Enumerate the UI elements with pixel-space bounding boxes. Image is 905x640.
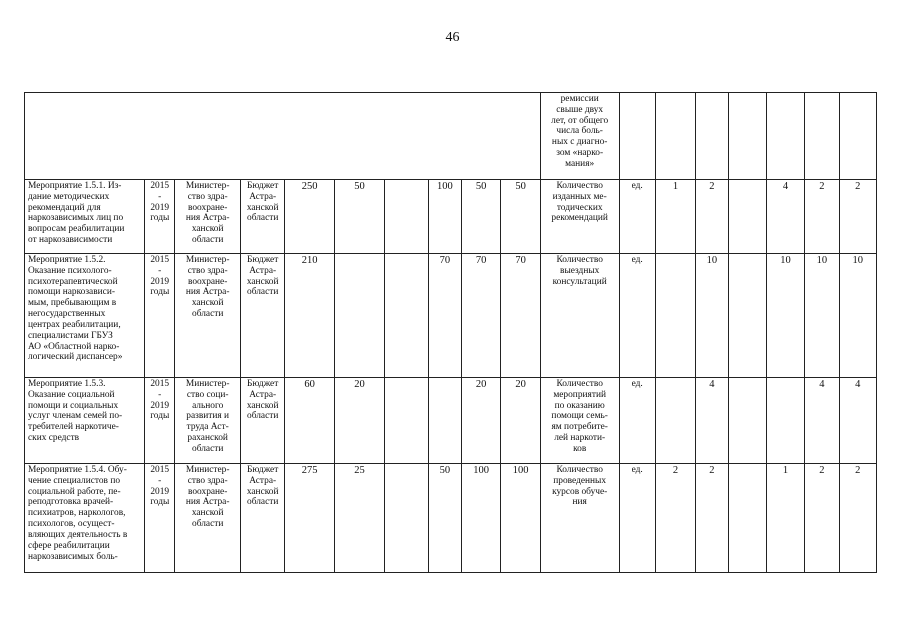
total-cell: 60 bbox=[285, 378, 334, 464]
indicator-value-3 bbox=[728, 254, 766, 378]
indicator-continuation: ремиссии свыше двух лет, от общего числа боль- ных с диагно- зом «нарко- мания» bbox=[540, 93, 619, 180]
indicator-value-1 bbox=[655, 254, 695, 378]
indicator-value-6: 4 bbox=[839, 378, 876, 464]
indicator-value-6: 10 bbox=[839, 254, 876, 378]
executor-cell: Министер- ство соци- ального развития и труда Аст- раханской области bbox=[175, 378, 241, 464]
table-row bbox=[25, 180, 877, 254]
indicator-value-5: 2 bbox=[805, 464, 839, 573]
period-cell: 2015 - 2019 годы bbox=[145, 180, 175, 254]
activity-cell: Мероприятие 1.5.4. Обу- чение специалистов по социальной работе, пе- реподготовка врачей- психиатров, наркологов, психологов, осущест- вляющих деятельность в сфере реабилитации наркозависимых боль- bbox=[25, 464, 145, 573]
table-row bbox=[25, 378, 877, 464]
indicator-value-3 bbox=[728, 378, 766, 464]
funding-source-cell: Бюджет Астра- ханской области bbox=[240, 254, 284, 378]
empty-cell bbox=[619, 93, 655, 180]
table-row bbox=[25, 464, 877, 573]
page-number: 46 bbox=[445, 30, 460, 45]
table-row bbox=[25, 254, 877, 378]
indicator-value-1 bbox=[655, 378, 695, 464]
year-2017-cell: 70 bbox=[428, 254, 461, 378]
indicator-cell: Количество проведенных курсов обуче- ния bbox=[540, 464, 619, 573]
indicator-cell: Количество выездных консультаций bbox=[540, 254, 619, 378]
indicator-value-2: 4 bbox=[696, 378, 728, 464]
indicator-value-3 bbox=[728, 180, 766, 254]
total-cell: 275 bbox=[285, 464, 334, 573]
indicator-value-5: 10 bbox=[805, 254, 839, 378]
empty-cell bbox=[805, 93, 839, 180]
indicator-cell: Количество мероприятий по оказанию помощи семь- ям потребите- лей наркоти- ков bbox=[540, 378, 619, 464]
indicator-cell: Количество изданных ме- тодических рекомендаций bbox=[540, 180, 619, 254]
funding-source-cell: Бюджет Астра- ханской области bbox=[240, 180, 284, 254]
year-2015-cell bbox=[334, 254, 384, 378]
year-2015-cell: 20 bbox=[334, 378, 384, 464]
year-2019-cell: 20 bbox=[501, 378, 540, 464]
year-2016-cell bbox=[385, 378, 428, 464]
empty-cell bbox=[766, 93, 804, 180]
activities-table bbox=[24, 92, 877, 573]
executor-cell: Министер- ство здра- воохране- ния Астра- ханской области bbox=[175, 254, 241, 378]
activity-cell: Мероприятие 1.5.1. Из- дание методических рекомендаций для наркозависимых лиц по вопросам реабилитации от наркозависимости bbox=[25, 180, 145, 254]
empty-cell bbox=[696, 93, 728, 180]
indicator-value-1: 1 bbox=[655, 180, 695, 254]
total-cell: 210 bbox=[285, 254, 334, 378]
year-2016-cell bbox=[385, 464, 428, 573]
funding-source-cell: Бюджет Астра- ханской области bbox=[240, 464, 284, 573]
unit-cell: ед. bbox=[619, 180, 655, 254]
year-2018-cell: 50 bbox=[461, 180, 500, 254]
indicator-value-3 bbox=[728, 464, 766, 573]
indicator-value-4: 4 bbox=[766, 180, 804, 254]
indicator-value-6: 2 bbox=[839, 180, 876, 254]
year-2018-cell: 20 bbox=[461, 378, 500, 464]
indicator-value-2: 2 bbox=[696, 464, 728, 573]
unit-cell: ед. bbox=[619, 254, 655, 378]
indicator-value-2: 10 bbox=[696, 254, 728, 378]
year-2017-cell: 100 bbox=[428, 180, 461, 254]
indicator-value-4: 1 bbox=[766, 464, 804, 573]
empty-cell bbox=[728, 93, 766, 180]
year-2018-cell: 70 bbox=[461, 254, 500, 378]
indicator-value-1: 2 bbox=[655, 464, 695, 573]
year-2015-cell: 50 bbox=[334, 180, 384, 254]
year-2015-cell: 25 bbox=[334, 464, 384, 573]
year-2019-cell: 50 bbox=[501, 180, 540, 254]
period-cell: 2015 - 2019 годы bbox=[145, 464, 175, 573]
period-cell: 2015 - 2019 годы bbox=[145, 254, 175, 378]
continuation-row bbox=[25, 93, 877, 180]
activity-cell: Мероприятие 1.5.2. Оказание психолого- психотерапевтической помощи наркозависи- мым, пребывающим в негосударственных центрах реабилитации, специалистами ГБУЗ АО «Областной нарко- логический диспансер» bbox=[25, 254, 145, 378]
year-2018-cell: 100 bbox=[461, 464, 500, 573]
activity-cell: Мероприятие 1.5.3. Оказание социальной помощи и социальных услуг членам семей по- требителей наркотиче- ских средств bbox=[25, 378, 145, 464]
year-2016-cell bbox=[385, 254, 428, 378]
indicator-value-4 bbox=[766, 378, 804, 464]
empty-cell bbox=[655, 93, 695, 180]
indicator-value-6: 2 bbox=[839, 464, 876, 573]
total-cell: 250 bbox=[285, 180, 334, 254]
indicator-value-4: 10 bbox=[766, 254, 804, 378]
year-2017-cell: 50 bbox=[428, 464, 461, 573]
unit-cell: ед. bbox=[619, 378, 655, 464]
empty-cell bbox=[25, 93, 541, 180]
executor-cell: Министер- ство здра- воохране- ния Астра- ханской области bbox=[175, 180, 241, 254]
indicator-value-5: 4 bbox=[805, 378, 839, 464]
year-2019-cell: 70 bbox=[501, 254, 540, 378]
unit-cell: ед. bbox=[619, 464, 655, 573]
period-cell: 2015 - 2019 годы bbox=[145, 378, 175, 464]
year-2019-cell: 100 bbox=[501, 464, 540, 573]
funding-source-cell: Бюджет Астра- ханской области bbox=[240, 378, 284, 464]
indicator-value-5: 2 bbox=[805, 180, 839, 254]
year-2017-cell bbox=[428, 378, 461, 464]
indicator-value-2: 2 bbox=[696, 180, 728, 254]
empty-cell bbox=[839, 93, 876, 180]
year-2016-cell bbox=[385, 180, 428, 254]
executor-cell: Министер- ство здра- воохране- ния Астра- ханской области bbox=[175, 464, 241, 573]
